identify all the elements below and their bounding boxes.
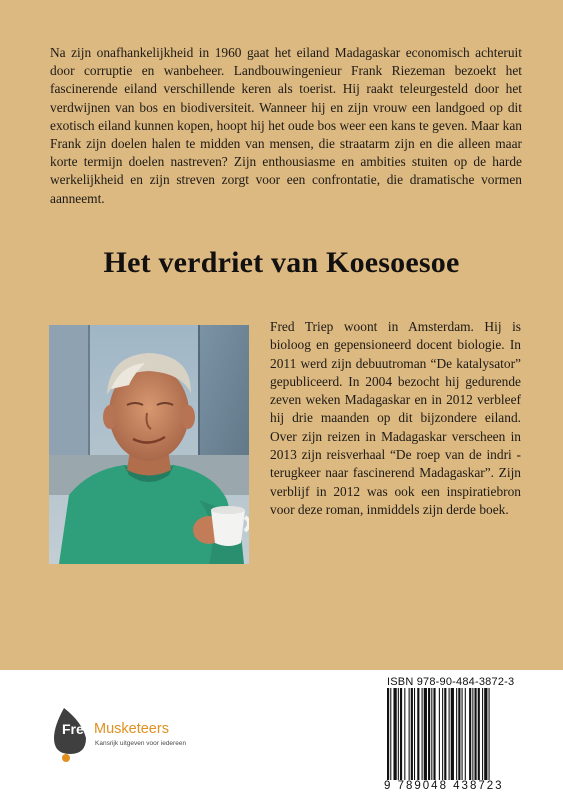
- barcode-bar: [390, 688, 391, 780]
- barcode-bar: [433, 688, 435, 780]
- back-cover-footer: [0, 670, 563, 800]
- barcode-bar: [489, 688, 490, 780]
- barcode-bar: [428, 688, 430, 780]
- barcode-bar: [400, 688, 402, 780]
- barcode-bar: [442, 688, 443, 780]
- publisher-logo: [52, 708, 202, 763]
- publisher-name-free: Free: [62, 721, 92, 737]
- publisher-name-musketeers: Musketeers: [94, 721, 169, 737]
- barcode-bar: [449, 688, 450, 780]
- barcode-bar: [424, 688, 427, 780]
- author-photo: [49, 325, 249, 564]
- book-title: Het verdriet van Koesoesoe: [103, 246, 460, 279]
- barcode-digits: 9 789048 438723: [384, 780, 504, 792]
- publisher-tagline: Kansrijk uitgeven voor iedereen: [95, 740, 187, 747]
- barcode-bar: [409, 688, 410, 780]
- barcode-bar: [474, 688, 476, 780]
- isbn-barcode: [387, 688, 523, 780]
- barcode-bar: [462, 688, 463, 780]
- barcode-bar: [444, 688, 446, 780]
- barcode-bar: [398, 688, 399, 780]
- barcode-bar: [458, 688, 460, 780]
- isbn-label: ISBN 978-90-484-3872-3: [387, 676, 515, 688]
- barcode-bar: [472, 688, 473, 780]
- barcode-bar: [465, 688, 466, 780]
- barcode-bar: [482, 688, 483, 780]
- barcode-bar: [439, 688, 440, 780]
- barcode-bar: [484, 688, 487, 780]
- barcode-bar: [478, 688, 480, 780]
- barcode-bar: [411, 688, 413, 780]
- barcode-bar: [422, 688, 423, 780]
- barcode-bar: [451, 688, 454, 780]
- author-bio: Fred Triep woont in Amsterdam. Hij is bioloog en gepensioneerd docent biologie. In 2011 werd zijn debuutroman “De katalysator” gepubliceerd. In 2004 bezocht hij gedurende zeven weken Madagaskar en in 2012 verbleef hij drie maanden op dit bijzondere eiland. Over zijn reizen in Madagaskar verscheen in 2013 zijn reisverhaal “De roep van de indri - terugkeer naar fascinerend Madagaskar”. Zijn verblijf in 2012 was ook een inspiratiebron voor deze roman, inmiddels zijn derde boek.: [270, 319, 521, 517]
- barcode-bar: [404, 688, 405, 780]
- barcode-bar: [393, 688, 396, 780]
- barcode-bar: [387, 688, 389, 780]
- barcode-bar: [456, 688, 457, 780]
- book-blurb: Na zijn onafhankelijkheid in 1960 gaat het eiland Madagaskar economisch achteruit door corruptie en wanbeheer. Landbouwingenieur Frank Riezeman bezoekt het fascinerende eiland verschillende keren als toerist. Hij raakt teleurgesteld door het verdwijnen van bos en biodiversiteit. Wanneer hij en zijn vrouw een landgoed op dit exotisch eiland kunnen kopen, hoopt hij het oude bos weer een kans te geven. Maar kan Frank zijn doelen halen te midden van mensen, die straatarm zijn en die alleen maar korte termijn doelen nastreven? Zijn enthousiasme en ambities stuiten op de harde werkelijkheid en zijn streven zorgt voor een confrontatie, die dramatische vormen aanneemt.: [50, 45, 522, 206]
- author-photo-illustration: [49, 325, 249, 564]
- barcode-bar: [469, 688, 471, 780]
- barcode-bar: [417, 688, 419, 780]
- barcode-bar: [431, 688, 432, 780]
- barcode-bar: [414, 688, 415, 780]
